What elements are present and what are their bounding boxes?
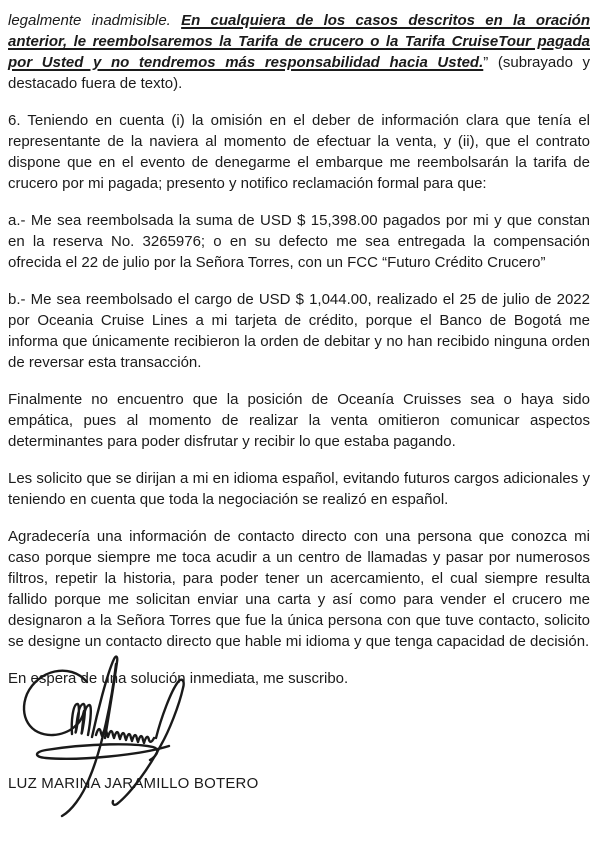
paragraph-claim-a: a.- Me sea reembolsada la suma de USD $ 15,398.00 pagados por mi y que constan en la reserva No. 3265976; o en su defecto me sea entregada la compensación ofrecida el 22 de julio por la Señora Torres, con un FCC “Futuro Crédito Crucero” <box>8 212 590 271</box>
paragraph-contact-request: Agradecería una información de contacto directo con una persona que conozca mi caso porque siempre me toca acudir a un centro de llamadas y pasar por numerosos filtros, repetir la historia, para poder tener un acercamiento, el cual siempre resulta fallido porque me solicitan enviar una carta y así como para vender el crucero me designaron a la Señora Torres que fue la única persona con que tuve contacto, solicito se designe un contacto directo que hable mi idioma y que tenga capacidad de decisión. <box>8 528 590 650</box>
paragraph-quoted-contract-clause <box>8 10 590 94</box>
paragraph-language-request: Les solicito que se dirijan a mi en idioma español, evitando futuros cargos adicionales y teniendo en cuenta que toda la negociación se realizó en español. <box>8 470 590 508</box>
signatory-name: LUZ MARINA JARAMILLO BOTERO <box>8 775 259 792</box>
quote-lead-text: legalmente inadmisible. <box>8 12 182 29</box>
paragraph-claim-statement: 6. Teniendo en cuenta (i) la omisión en el deber de información clara que tenía el representante de la naviera al momento de efectuar la venta, y (ii), que el contrato dispone que en el evento de denegarme el embarque me reembolsarán la tarifa de crucero por mi pagada; presento y notifico reclamación formal para que: <box>8 112 590 192</box>
quote-bold-underlined-text: En cualquiera de los casos descritos en la oración anterior, le reembolsaremos la Tarifa de crucero o la Tarifa CruiseTour pagada por Usted y no tendremos más responsabilidad hacia Usted. <box>8 12 590 71</box>
paragraph-closing: En espera de una solución inmediata, me suscribo. <box>8 670 349 687</box>
quote-attribution-text: ” (subrayado y destacado fuera de texto). <box>8 54 591 92</box>
paragraph-claim-b: b.- Me sea reembolsado el cargo de USD $ 1,044.00, realizado el 25 de julio de 2022 por Oceania Cruise Lines a mi tarjeta de crédito, porque el Banco de Bogotá me informa que únicamente recibieron la orden de debitar y no han recibido ninguna orden de reversar esta transacción. <box>8 291 590 371</box>
paragraph-empathy-remark: Finalmente no encuentro que la posición de Oceanía Cruisses sea o haya sido empática, pues al momento de realizar la venta omitieron comunicar aspectos determinantes para poder disfrutar y recibir lo que estaba pagando. <box>8 391 590 450</box>
